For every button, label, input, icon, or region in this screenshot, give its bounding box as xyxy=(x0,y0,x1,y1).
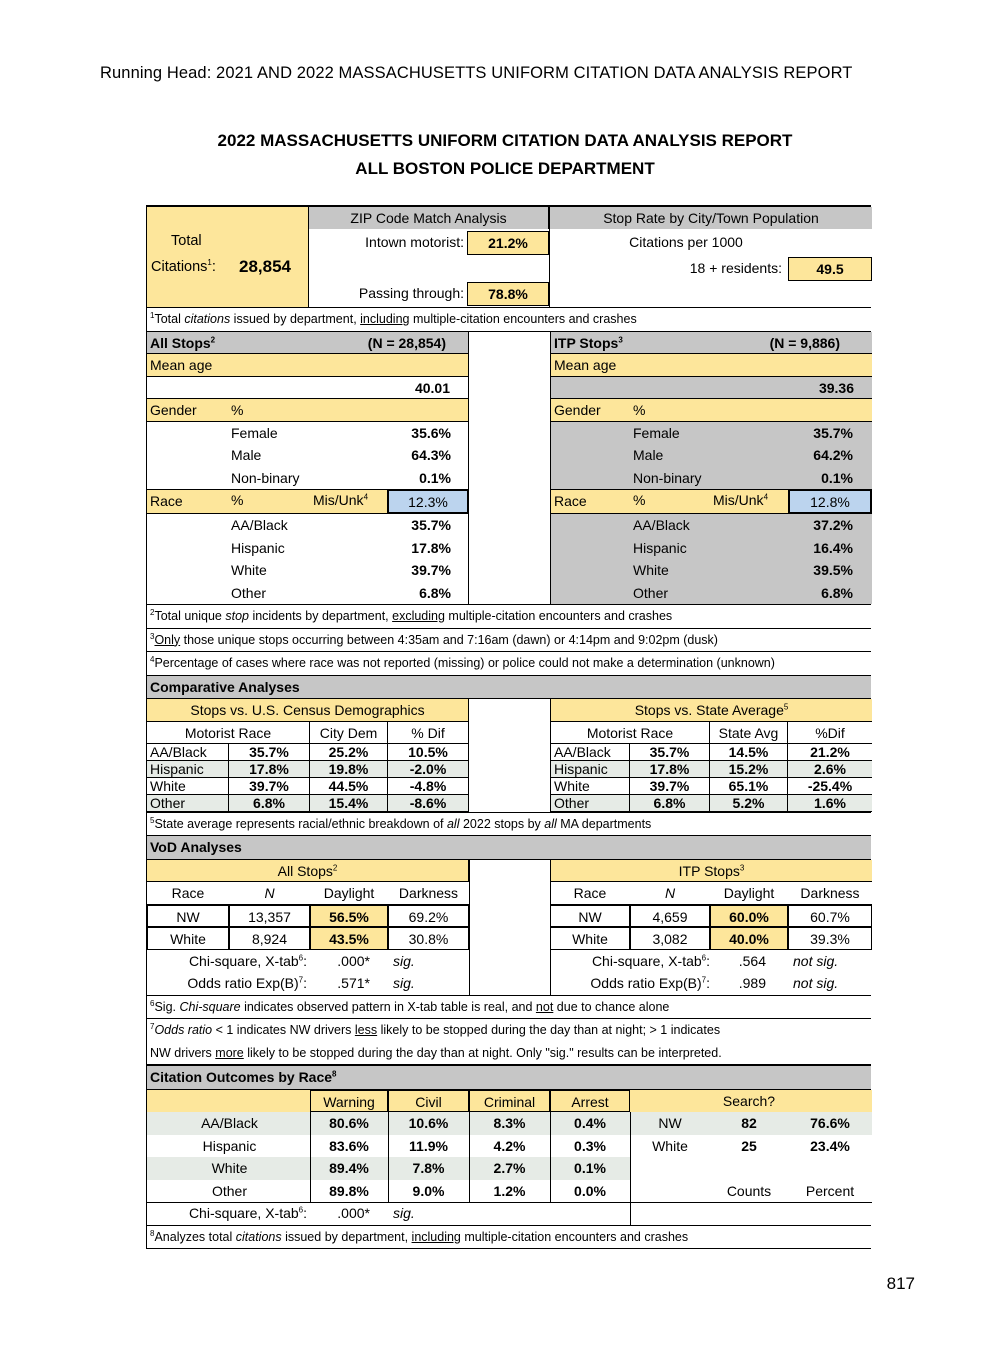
vod-all-cell: 13,357 xyxy=(229,905,310,928)
outcome-value: 89.4% xyxy=(329,1160,369,1176)
vod-itp-odds: .989 xyxy=(738,975,766,991)
itp-hispanic: 16.4% xyxy=(813,539,853,556)
residents-value: 49.5 xyxy=(788,257,872,281)
top-summary xyxy=(146,205,871,307)
report-subtitle: ALL BOSTON POLICE DEPARTMENT xyxy=(355,159,655,178)
all-gender-pct: % xyxy=(231,402,244,418)
all-male: 64.3% xyxy=(411,447,451,463)
search-race: NW xyxy=(658,1115,682,1131)
all-stops-n: (N = 28,854) xyxy=(147,332,469,355)
vod-itp-chi-sig: not sig. xyxy=(793,952,839,969)
itp-stops-title: ITP Stops$^3$ xyxy=(550,332,872,355)
census-citydem: 19.8% xyxy=(310,761,388,778)
all-mean-age: 40.01 xyxy=(147,377,469,400)
search-header: Search? xyxy=(710,1090,788,1113)
all-white-label: White xyxy=(231,562,267,578)
outcome-value: 83.6% xyxy=(329,1137,369,1154)
itp-gender-pct: % xyxy=(633,402,646,418)
state-dif: 2.6% xyxy=(788,761,872,778)
state-pct: 39.7% xyxy=(630,778,710,795)
vod-itp-chi-label: Chi-square, X-tab$^6$: xyxy=(591,952,710,969)
state-col-dif: %Dif xyxy=(788,722,872,745)
vod-all-chi-label: Chi-square, X-tab$^6$: xyxy=(188,952,307,969)
itp-race-label: Race xyxy=(550,489,788,514)
vod-all-cell: 30.8% xyxy=(388,927,469,950)
outcome-value: 2.7% xyxy=(493,1160,526,1176)
outcome-race: Other xyxy=(211,1182,247,1199)
running-head: Running Head: 2021 AND 2022 MASSACHUSETTS UNIFORM CITATION DATA ANALYSIS REPORT xyxy=(100,64,853,82)
census-citydem: 15.4% xyxy=(310,795,388,812)
state-dif: -25.4% xyxy=(788,778,872,795)
vod-itp-col: N xyxy=(630,882,710,905)
outcome-value: 7.8% xyxy=(412,1160,445,1176)
vod-itp-cell: White xyxy=(550,927,630,950)
all-gender-label: Gender xyxy=(147,399,469,422)
state-race: Other xyxy=(550,795,630,812)
itp-nonbinary-label: Non-binary xyxy=(633,469,702,486)
all-hispanic-label: Hispanic xyxy=(231,539,285,556)
state-avg: 5.2% xyxy=(710,795,788,812)
outcome-value: 4.2% xyxy=(493,1137,526,1154)
state-col-race: Motorist Race xyxy=(550,722,710,745)
total-label: Total xyxy=(171,233,202,249)
outcomes-header: Citation Outcomes by Race$^8$ xyxy=(146,1064,871,1089)
vod-itp-cell: 4,659 xyxy=(630,905,710,928)
itp-white: 39.5% xyxy=(813,562,853,578)
vod-itp-cell: 40.0% xyxy=(710,927,788,950)
vod-itp-cell: 60.0% xyxy=(710,905,788,928)
itp-mean-age: 39.36 xyxy=(550,377,872,400)
all-black: 35.7% xyxy=(411,517,451,533)
vod-all-odds-sig: sig. xyxy=(393,975,415,991)
outcome-value: 0.0% xyxy=(574,1182,606,1199)
outcome-col-header: Warning xyxy=(310,1090,388,1113)
all-nonbinary: 0.1% xyxy=(419,469,451,486)
vod-itp-cell: 60.7% xyxy=(788,905,872,928)
all-race-label: Race xyxy=(147,489,387,514)
vod-all-cell: 56.5% xyxy=(310,905,388,928)
census-pct: 39.7% xyxy=(229,778,310,795)
intown-label: Intown motorist: xyxy=(365,234,464,250)
census-col-dif: % Dif xyxy=(388,722,469,745)
all-stops-title: All Stops$^2$ xyxy=(147,332,469,355)
all-mean-age-label: Mean age xyxy=(147,354,469,377)
vod-all-odds-label: Odds ratio $Exp(B)^7$: xyxy=(187,975,307,991)
vod-itp-col: Daylight xyxy=(710,882,788,905)
itp-white-label: White xyxy=(633,562,669,578)
search-percent: 23.4% xyxy=(810,1137,850,1154)
all-other: 6.8% xyxy=(419,584,451,601)
itp-male: 64.2% xyxy=(813,447,853,463)
zip-header: ZIP Code Match Analysis xyxy=(309,207,549,229)
vod-itp-cell: NW xyxy=(550,905,630,928)
census-dif: -8.6% xyxy=(388,795,469,812)
outcomes-block xyxy=(146,1089,871,1225)
all-nonbinary-label: Non-binary xyxy=(231,469,300,486)
itp-hispanic-label: Hispanic xyxy=(633,539,687,556)
census-pct: 17.8% xyxy=(229,761,310,778)
state-race: Hispanic xyxy=(550,761,630,778)
vod-itp-cell: 39.3% xyxy=(788,927,872,950)
comparative-block xyxy=(146,698,871,812)
total-citations-box xyxy=(147,207,309,307)
census-col-race: Motorist Race xyxy=(147,722,310,745)
citations-label: Citations$^1$: xyxy=(151,258,216,275)
itp-stops-n: (N = 9,886) xyxy=(769,334,840,351)
itp-black-label: AA/Black xyxy=(633,517,690,533)
outcome-race: Hispanic xyxy=(202,1137,257,1154)
footnote-4: $^4$Percentage of cases where race was not reported (missing) or police could not make a determination (unknown) xyxy=(146,651,871,675)
comparative-header: Comparative Analyses xyxy=(146,675,871,699)
residents-label: 18 + residents: xyxy=(689,260,782,276)
outcome-race: AA/Black xyxy=(201,1115,258,1131)
all-male-label: Male xyxy=(231,447,262,463)
outcome-value: 80.6% xyxy=(329,1115,369,1131)
outcomes-chi-label: Chi-square, X-tab$^6$: xyxy=(188,1205,307,1221)
outcome-col-header: Criminal xyxy=(469,1090,550,1113)
state-avg: 14.5% xyxy=(710,744,788,761)
all-other-label: Other xyxy=(231,584,267,601)
all-female-label: Female xyxy=(231,424,278,441)
passing-label: Passing through: xyxy=(358,285,464,301)
census-header: Stops vs. U.S. Census Demographics xyxy=(147,699,469,722)
census-race: AA/Black xyxy=(147,744,229,761)
census-dif: -2.0% xyxy=(388,761,469,778)
vod-itp-odds-label: Odds ratio $Exp(B)^7$: xyxy=(590,975,710,991)
vod-itp-col: Darkness xyxy=(788,882,872,905)
vod-all-cell: NW xyxy=(147,905,229,928)
outcome-value: 0.4% xyxy=(574,1115,606,1131)
census-race: Other xyxy=(147,795,229,812)
vod-all-cell: White xyxy=(147,927,229,950)
vod-all-chi: .000* xyxy=(337,952,370,969)
footnote-6: $^6$Sig. Chi-square indicates observed pattern in X-tab table is real, and not due to chance alone xyxy=(146,995,871,1019)
footnote-7: $^7$Odds ratio < 1 indicates NW drivers less likely to be stopped during the day than at night; > 1 indicates xyxy=(146,1018,871,1042)
vod-all-col: Daylight xyxy=(310,882,388,905)
state-avg: 65.1% xyxy=(710,778,788,795)
citations-per-1000: Citations per 1000 xyxy=(629,234,743,250)
vod-itp-cell: 3,082 xyxy=(630,927,710,950)
census-dif: 10.5% xyxy=(388,744,469,761)
itp-other-label: Other xyxy=(633,584,669,601)
footnote-1: $^1$Total citations issued by department, including multiple-citation encounters and crashes xyxy=(146,307,871,331)
all-female: 35.6% xyxy=(411,424,451,441)
state-race: White xyxy=(550,778,630,795)
vod-block xyxy=(146,859,871,995)
census-race: White xyxy=(147,778,229,795)
outcome-value: 1.2% xyxy=(493,1182,526,1199)
vod-all-cell: 69.2% xyxy=(388,905,469,928)
vod-all-col: Darkness xyxy=(388,882,469,905)
census-citydem: 25.2% xyxy=(310,744,388,761)
census-race: Hispanic xyxy=(147,761,229,778)
footnote-8: $^8$Analyzes total citations issued by department, including multiple-citation encounters and crashes xyxy=(146,1225,871,1250)
census-pct: 35.7% xyxy=(229,744,310,761)
outcomes-chi-sig: sig. xyxy=(393,1205,415,1221)
search-percent-label: Percent xyxy=(805,1182,855,1199)
state-header: Stops vs. State Average$^5$ xyxy=(550,699,872,722)
outcome-value: 0.3% xyxy=(574,1137,606,1154)
passing-value: 78.8% xyxy=(467,282,549,306)
outcome-col-header: Civil xyxy=(388,1090,469,1113)
state-pct: 35.7% xyxy=(630,744,710,761)
state-race: AA/Black xyxy=(550,744,630,761)
outcome-value: 0.1% xyxy=(574,1160,606,1176)
census-pct: 6.8% xyxy=(229,795,310,812)
outcome-value: 10.6% xyxy=(408,1115,449,1131)
state-dif: 21.2% xyxy=(788,744,872,761)
footnote-7b: NW drivers more likely to be stopped during the day than at night. Only "sig." results can be interpreted. xyxy=(146,1042,871,1065)
report-title: 2022 MASSACHUSETTS UNIFORM CITATION DATA ANALYSIS REPORT xyxy=(217,131,793,150)
footnote-2: $^2$Total unique stop incidents by department, excluding multiple-citation encounters and crashes xyxy=(146,604,871,628)
all-race-pct: % xyxy=(231,492,244,508)
outcome-race: White xyxy=(211,1160,248,1176)
itp-nonbinary: 0.1% xyxy=(821,469,853,486)
vod-itp-col: Race xyxy=(550,882,630,905)
vod-itp-title: ITP Stops$^3$ xyxy=(550,860,872,883)
vod-all-col: Race xyxy=(147,882,229,905)
state-pct: 17.8% xyxy=(630,761,710,778)
all-black-label: AA/Black xyxy=(231,517,288,533)
all-hispanic: 17.8% xyxy=(411,539,451,556)
gender-block xyxy=(147,422,871,490)
race-block xyxy=(147,514,871,604)
vod-all-cell: 43.5% xyxy=(310,927,388,950)
census-dif: -4.8% xyxy=(388,778,469,795)
search-race: White xyxy=(652,1137,688,1154)
footnote-5: $^5$State average represents racial/ethnic breakdown of all 2022 stops by all MA departments xyxy=(146,812,871,836)
all-white: 39.7% xyxy=(411,562,451,578)
itp-male-label: Male xyxy=(633,447,664,463)
search-percent: 76.6% xyxy=(810,1115,850,1131)
vod-all-title: All Stops$^2$ xyxy=(147,860,469,883)
search-counts-label: Counts xyxy=(726,1182,772,1199)
state-dif: 1.6% xyxy=(788,795,872,812)
itp-race-pct: % xyxy=(633,492,646,508)
census-col-citydem: City Dem xyxy=(310,722,388,745)
itp-misunk-label: Mis/Unk$^4$ xyxy=(713,492,769,508)
itp-gender-label: Gender xyxy=(550,399,872,422)
itp-mean-age-label: Mean age xyxy=(550,354,872,377)
itp-misunk: 12.8% xyxy=(788,489,872,514)
stop-rate-header: Stop Rate by City/Town Population xyxy=(550,207,872,229)
search-count: 82 xyxy=(741,1115,757,1131)
vod-itp-chi: .564 xyxy=(738,952,766,969)
page-number: 817 xyxy=(886,1274,915,1293)
outcomes-chi: .000* xyxy=(337,1205,370,1221)
all-misunk: 12.3% xyxy=(387,489,469,514)
all-misunk-label: Mis/Unk$^4$ xyxy=(313,492,369,508)
outcome-value: 11.9% xyxy=(409,1137,448,1154)
state-col-avg: State Avg xyxy=(710,722,788,745)
vod-header: VoD Analyses xyxy=(146,835,871,859)
vod-all-odds: .571* xyxy=(337,975,370,991)
outcome-value: 89.8% xyxy=(329,1182,369,1199)
footnote-3: $^3$Only those unique stops occurring between 4:35am and 7:16am (dawn) or 4:14pm and 9:02pm (dusk) xyxy=(146,628,871,652)
itp-female: 35.7% xyxy=(813,424,853,441)
demographics xyxy=(146,331,871,605)
outcome-value: 8.3% xyxy=(493,1115,526,1131)
report-table xyxy=(146,205,871,1249)
outcome-value: 9.0% xyxy=(412,1182,445,1199)
itp-female-label: Female xyxy=(633,424,680,441)
state-avg: 15.2% xyxy=(710,761,788,778)
vod-all-cell: 8,924 xyxy=(229,927,310,950)
outcome-col-header: Arrest xyxy=(550,1090,630,1113)
itp-black: 37.2% xyxy=(813,517,853,533)
vod-all-chi-sig: sig. xyxy=(393,952,415,969)
vod-itp-odds-sig: not sig. xyxy=(793,975,839,991)
search-count: 25 xyxy=(741,1137,757,1154)
vod-all-col: N xyxy=(229,882,310,905)
intown-value: 21.2% xyxy=(467,231,549,255)
itp-other: 6.8% xyxy=(821,584,853,601)
state-pct: 6.8% xyxy=(630,795,710,812)
census-citydem: 44.5% xyxy=(310,778,388,795)
total-citations-value: 28,854 xyxy=(239,257,291,276)
